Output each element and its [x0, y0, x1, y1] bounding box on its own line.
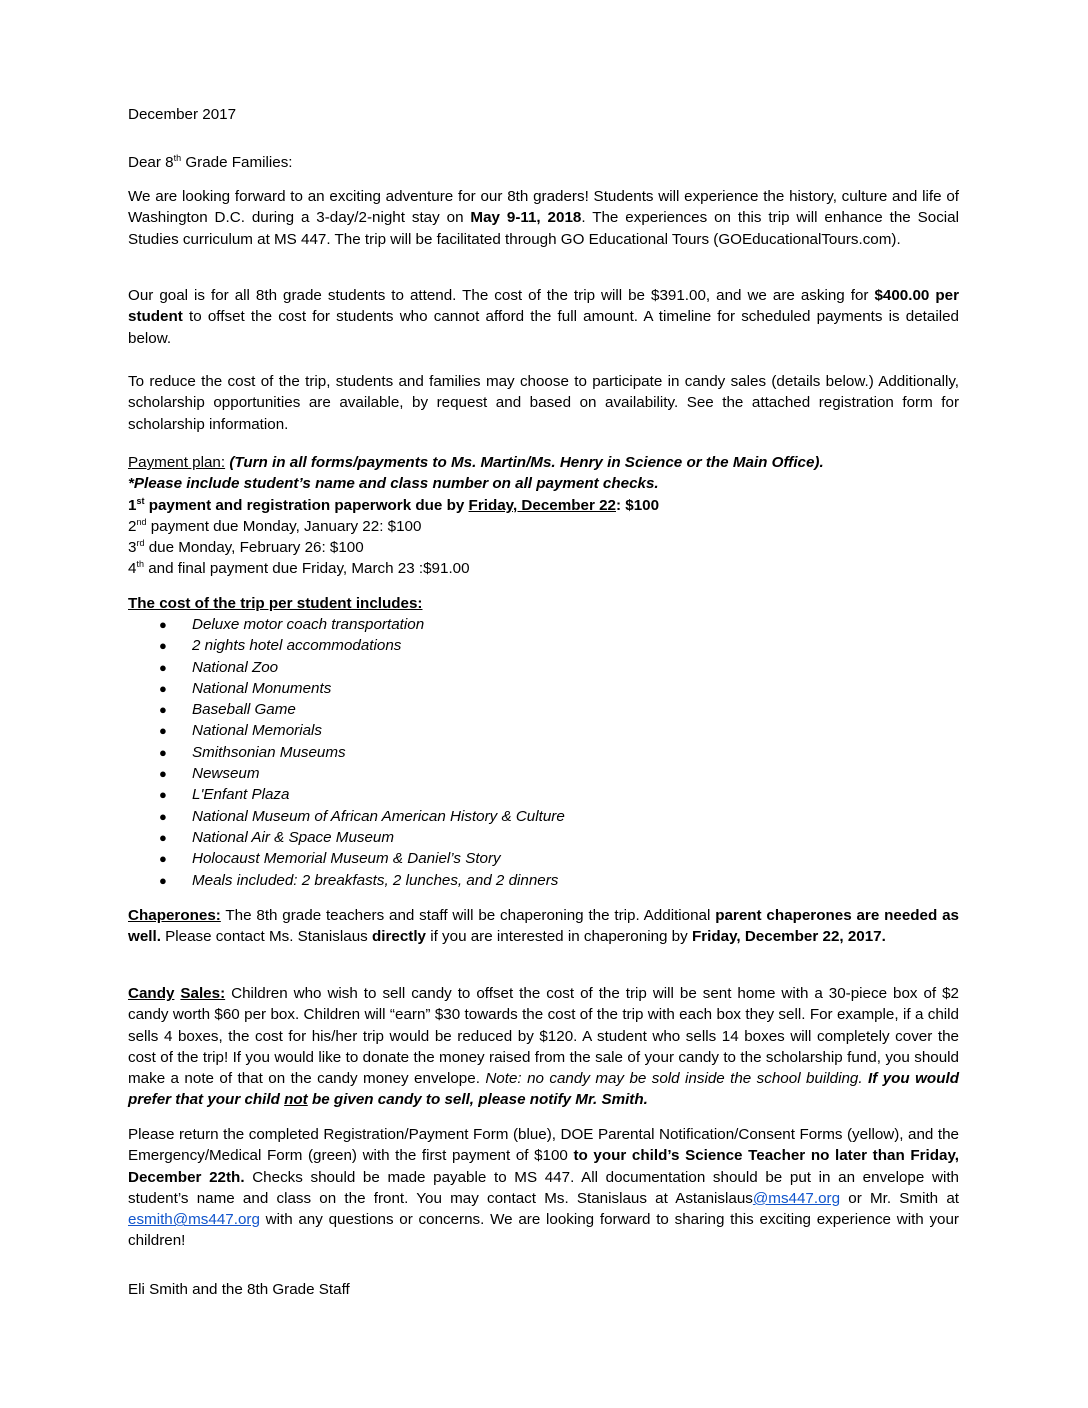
includes-item-label: Holocaust Memorial Museum & Daniel’s Story: [192, 850, 501, 868]
includes-item-label: Baseball Game: [192, 701, 296, 719]
payment-note: *Please include student’s name and class number on all payment checks.: [128, 475, 659, 493]
payment-plan-section: [128, 452, 959, 580]
bullet-icon: ●: [159, 829, 167, 845]
bullet-icon: ●: [159, 872, 167, 888]
email-link-stanislaus[interactable]: @ms447.org: [752, 1189, 841, 1207]
includes-heading: The cost of the trip per student includes:: [128, 595, 423, 612]
includes-item: [128, 699, 959, 720]
includes-item: [128, 827, 959, 848]
includes-item-label: 2 nights hotel accommodations: [192, 637, 402, 655]
includes-item: [128, 614, 959, 635]
bullet-icon: ●: [159, 617, 167, 632]
includes-item: [128, 678, 959, 699]
includes-item: [128, 806, 959, 827]
includes-item: [128, 784, 959, 805]
bullet-icon: ●: [159, 851, 167, 867]
includes-item: [128, 742, 959, 763]
goal-paragraph: Our goal is for all 8th grade students to attend. The cost of the trip will be $391.00, and we are asking for $400.00 per student to offset the cost for students who cannot afford the full amount. A timeline for scheduled payments is detailed below.: [128, 287, 959, 347]
payment-4: 4th and final payment due Friday, March 23 :$91.00: [128, 559, 470, 578]
bullet-icon: ●: [159, 744, 167, 760]
payment-1: 1st payment and registration paperwork due by Friday, December 22: $100: [128, 495, 660, 514]
salutation: Dear 8th Grade Families:: [128, 152, 293, 171]
chaperones-paragraph: Chaperones: The 8th grade teachers and staff will be chaperoning the trip. Additional parent chaperones are needed as well. Please contact Ms. Stanislaus directly if you are interested in chaperoning by Friday, December 22, 2017.: [128, 907, 959, 946]
signature: Eli Smith and the 8th Grade Staff: [128, 1281, 350, 1298]
includes-item-label: L'Enfant Plaza: [192, 786, 290, 804]
includes-item-label: Meals included: 2 breakfasts, 2 lunches, and 2 dinners: [192, 871, 559, 889]
includes-item-label: National Monuments: [192, 679, 332, 697]
bullet-icon: ●: [159, 787, 167, 803]
includes-item-label: National Museum of African American History & Culture: [192, 807, 565, 825]
email-link-smith[interactable]: esmith@ms447.org: [128, 1211, 260, 1229]
includes-item: [128, 763, 959, 784]
includes-item-label: National Memorials: [192, 722, 322, 740]
closing-paragraph: Please return the completed Registration/Payment Form (blue), DOE Parental Notification/Consent Forms (yellow), and the Emergency/Medical Form (green) with the first payment of $100 to your child’s Science Teacher no later than Friday, December 22th. Checks should be made payable to MS 447. All documentation should be put in an envelope with student’s name and class on the front. You may contact Ms. Stanislaus at Astanislaus@ms447.org or Mr. Smith at esmith@ms447.org with any questions or concerns. We are looking forward to sharing this exciting experience with your children!: [128, 1126, 959, 1250]
includes-item: [128, 635, 959, 656]
bullet-icon: ●: [159, 702, 167, 718]
intro-paragraph: We are looking forward to an exciting adventure for our 8th graders! Students will experience the history, culture and life of Washington D.C. during a 3-day/2-night stay on May 9-11, 2018. The experiences on this trip will enhance the Social Studies curriculum at MS 447. The trip will be facilitated through GO Educational Tours (GOEducationalTours.com).: [128, 188, 959, 248]
includes-item: [128, 870, 959, 891]
includes-item: [128, 720, 959, 741]
payment-3: 3rd due Monday, February 26: $100: [128, 538, 364, 557]
candy-sales-paragraph: Candy Sales: Children who wish to sell candy to offset the cost of the trip will be sent home with a 30-piece box of $2 candy worth $60 per box. Children will “earn” $30 towards the cost of the trip with each box they sell. For example, if a child sells 4 boxes, the cost for his/her trip would be reduced by $120. A student who sells 14 boxes will completely cover the cost of the trip! If you would like to donate the money raised from the sale of your candy to the scholarship fund, you should make a note of that on the candy money envelope. Note: no candy may be sold inside the school building. If you would prefer that your child not be given candy to sell, please notify Mr. Smith.: [128, 985, 959, 1109]
payment-plan-heading: Payment plan: (Turn in all forms/payments to Ms. Martin/Ms. Henry in Science or the Main Office).: [128, 454, 824, 471]
bullet-icon: ●: [159, 808, 167, 824]
includes-item-label: Deluxe motor coach transportation: [192, 616, 425, 633]
includes-item-label: Smithsonian Museums: [192, 743, 346, 761]
bullet-icon: ●: [159, 723, 167, 739]
reduce-cost-paragraph: To reduce the cost of the trip, students and families may choose to participate in candy sales (details below.) Additionally, scholarship opportunities are available, by request and based on availability. See the attached registration form for scholarship information.: [128, 373, 959, 433]
bullet-icon: ●: [159, 638, 167, 654]
includes-item-label: National Zoo: [192, 658, 279, 676]
includes-item-label: National Air & Space Museum: [192, 828, 395, 846]
letter-date: December 2017: [128, 106, 237, 123]
includes-item: [128, 848, 959, 869]
includes-list: [128, 614, 959, 891]
includes-item: [128, 657, 959, 678]
includes-item-label: Newseum: [192, 765, 260, 783]
bullet-icon: ●: [159, 680, 167, 696]
bullet-icon: ●: [159, 659, 167, 675]
payment-2: 2nd payment due Monday, January 22: $100: [128, 516, 422, 535]
bullet-icon: ●: [159, 766, 167, 782]
